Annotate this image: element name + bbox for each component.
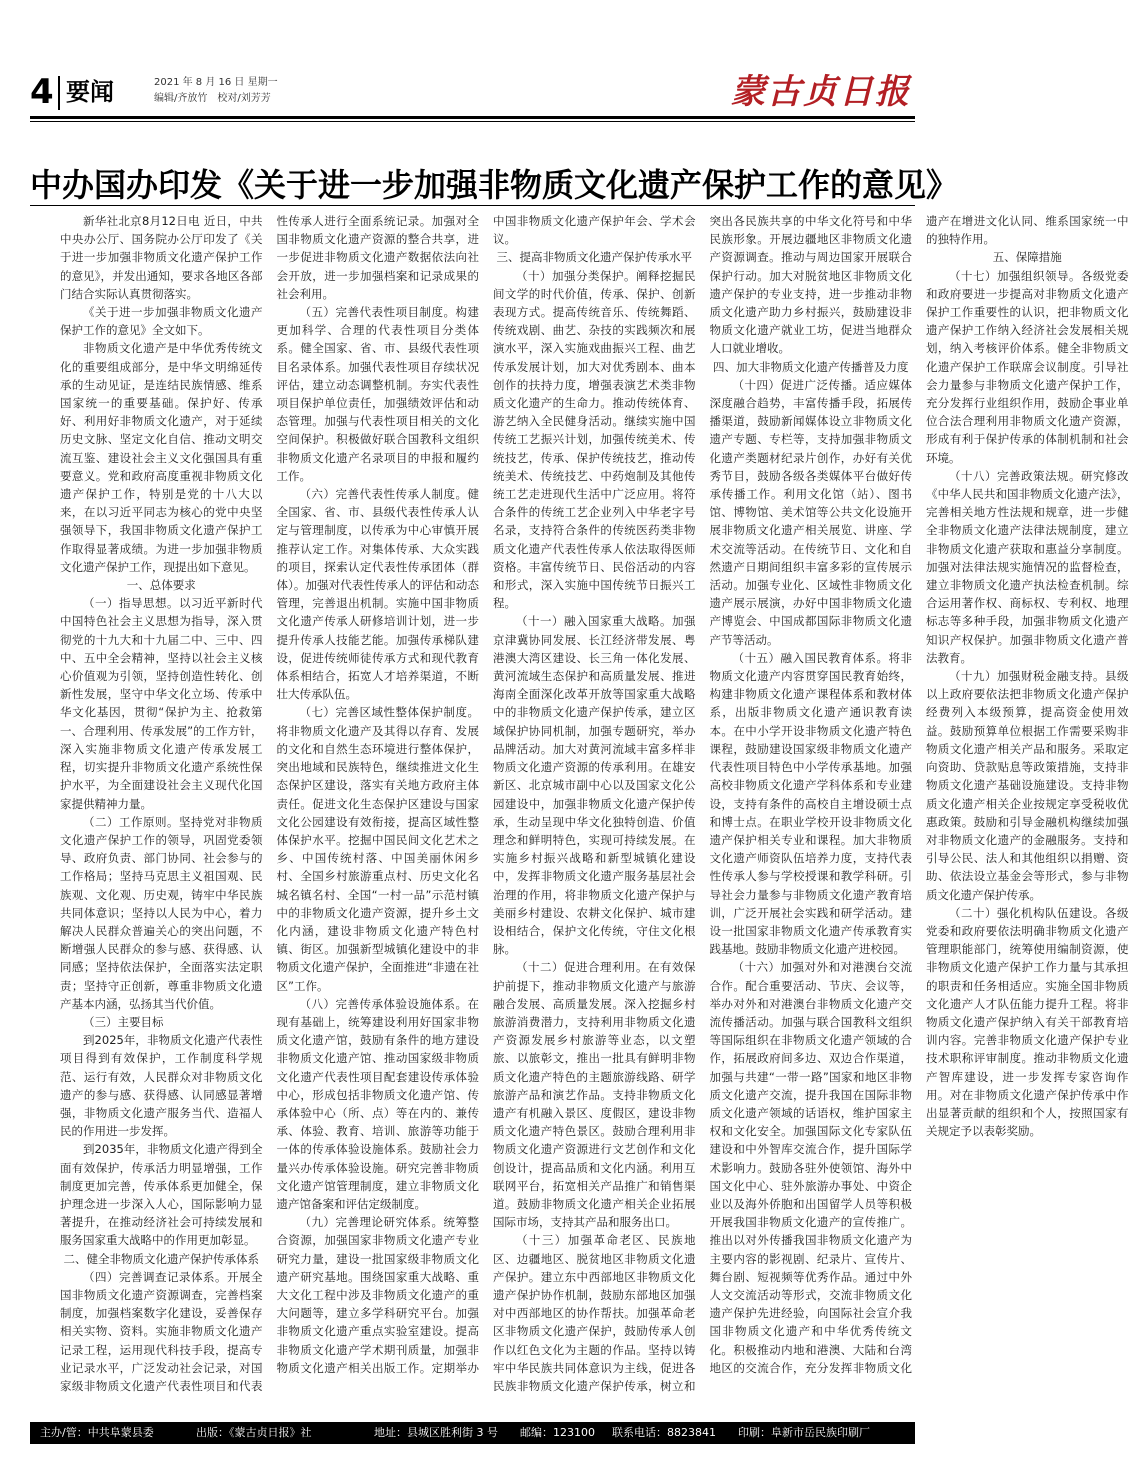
article-paragraph: （十四）促进广泛传播。适应媒体深度融合趋势，丰富传播手段，拓展传播渠道，鼓励新闻媒体设立非物质文化遗产专题、专栏等，支持加强非物质文化遗产类题材纪录片创作，办好有关优秀节目，鼓励各级各类媒体平台做好传承传播工作。利用文化馆（站）、图书馆、博物馆、美术馆等公共文化设施开展非物质文化遗产相关展览、讲座、学术交流等活动。在传统节日、文化和自然遗产日期间组织丰富多彩的宣传展示活动。加强专业化、区域性非物质文化遗产展示展演，办好中国非物质文化遗产博览会、中国成都国际非物质文化遗产节等活动。 <box>709 377 912 647</box>
article-paragraph: （十二）促进合理利用。在有效保护前提下，推动非物质文化遗产与旅游融合发展、高质量发展。深入挖掘乡村旅游消费潜力，支持利用非物质文化遗产资源发展乡村旅游等业态，以文塑旅、以旅彰文，推出一批具有鲜明非物质文化遗产特色的主题旅游线路、研学旅游产品和演艺作品。支持非物质文化遗产有机融入景区、度假区，建设非物质文化遗产特色景区。鼓励合理利用非物质文化遗产资源进行文艺创作和文化创设计，提高品质和文化内涵。利用互联网平台，拓宽相关产品推广和销售渠道。鼓励非物质文化遗产相关企业拓展国际市场，支持其产品和服务出口。 <box>493 960 696 1230</box>
article-paragraph: （二）工作原则。坚持党对非物质文化遗产保护工作的领导，巩固党委领导、政府负责、部门协同、社会参与的工作格局；坚持马克思主义祖国观、民族观、文化观、历史观，铸牢中华民族共同体意识；坚持以人民为中心，着力解决人民群众普遍关心的突出问题，不断增强人民群众的参与感、获得感、认同感；坚持依法保护，全面落实法定职责；坚持守正创新，尊重非物质文化遗产基本内涵，弘扬其当代价值。 <box>60 814 263 1011</box>
newspaper-logo: 蒙古贞日报 <box>731 72 911 112</box>
article-paragraph: 《关于进一步加强非物质文化遗产保护工作的意见》全文如下。 <box>60 305 263 338</box>
article-paragraph: （九）完善理论研究体系。统筹整合资源，加强国家非物质文化遗产专业研究力量，建设一批国家级非物质文化遗产研究基地。围绕国家重大战略、重大文化工程中涉及非物质文化遗产的重大问题等，建立多学科研究平台。加强非物质文化遗产重点实验室建设。提高非物质文化遗产学术期刊质量，加强非物质文化遗产相关出版工作。定期举办中国非物质文化遗产保护年会、学术会议。 <box>276 214 696 1375</box>
article-paragraph: 非物质文化遗产是中华优秀传统文化的重要组成部分，是中华文明绵延传承的生动见证，是连结民族情感、维系国家统一的重要基础。保护好、传承好、利用好非物质文化遗产，对于延续历史文脉、坚定文化自信、推动文明交流互鉴、建设社会主义文化强国具有重要意义。党和政府高度重视非物质文化遗产保护工作，特别是党的十八大以来，在以习近平同志为核心的党中央坚强领导下，我国非物质文化遗产保护工作取得显著成绩。为进一步加强非物质文化遗产保护工作，现提出如下意见。 <box>60 341 263 574</box>
article-paragraph: （八）完善传承体验设施体系。在现有基础上，统筹建设利用好国家非物质文化遗产馆，鼓励有条件的地方建设非物质文化遗产馆、推动国家级非物质文化遗产代表性项目配套建设传承体验中心，形成包括非物质文化遗产馆、传承体验中心（所、点）等在内的、兼传承、体验、教育、培训、旅游等功能于一体的传承体验设施体系。鼓励社会力量兴办传承体验设施。研究完善非物质文化遗产馆管理制度，建立非物质文化遗产馆备案和评估定级制度。 <box>276 996 479 1211</box>
masthead-divider <box>58 76 60 110</box>
section-heading: 一、总体要求 <box>126 578 196 593</box>
article-paragraph: （十）加强分类保护。阐释挖掘民间文学的时代价值，传承、保护、创新表现方式。提高传统音乐、传统舞蹈、传统戏剧、曲艺、杂技的实践频次和展演水平，深入实施戏曲振兴工程、曲艺传承发展计划，加大对优秀剧本、曲本创作的扶持力度，增强表演艺术类非物质文化遗产的生命力。推动传统体育、游艺纳入全民健身活动。继续实施中国传统工艺振兴计划，加强传统美术、传统技艺，传承、保护传统技艺，推动传统美术、传统技艺、中药炮制及其他传统工艺走进现代生活中广泛应用。将符合条件的传统工艺企业列入中华老字号名录，支持符合条件的传统医药类非物质文化遗产代表性传承人依法取得医师资格。丰富传统节日、民俗活动的内容和形式，深入实施中国传统节日振兴工程。 <box>493 268 696 611</box>
article-paragraph: （五）完善代表性项目制度。构建更加科学、合理的代表性项目分类体系。健全国家、省、市、县级代表性项目名录体系。加强代表性项目存续状况评估，建立动态调整机制。夯实代表性项目保护单位责任，加强绩效评估和动态管理。加强与代表性项目相关的文化空间保护。积极做好联合国教科文组织非物质文化遗产名录项目的申报和履约工作。 <box>276 305 479 483</box>
article-paragraph: （二十）强化机构队伍建设。各级党委和政府要依法明确非物质文化遗产管理职能部门，统筹使用编制资源，使非物质文化遗产保护工作力量与其承担的职责和任务相适应。实施全国非物质文化遗产人才队伍能力提升工程。将非物质文化遗产保护纳入有关干部教育培训内容。完善非物质文化遗产保护专业技术职称评审制度。推动非物质文化遗产智库建设，进一步发挥专家咨询作用。对在非物质文化遗产保护传承中作出显著贡献的组织和个人，按照国家有关规定予以表彰奖励。 <box>926 905 1129 1139</box>
article-paragraph: （十五）融入国民教育体系。将非物质文化遗产内容贯穿国民教育始终，构建非物质文化遗产课程体系和教材体系，出版非物质文化遗产通识教育读本。在中小学开设非物质文化遗产特色课程，鼓励建设国家级非物质文化遗产代表性项目特色中小学传承基地。加强高校非物质文化遗产学科体系和专业建设，支持有条件的高校自主增设硕士点和博士点。在职业学校开设非物质文化遗产保护相关专业和课程。加大非物质文化遗产师资队伍培养力度，支持代表性传承人参与学校授课和教学科研。引导社会力量参与非物质文化遗产教育培训，广泛开展社会实践和研学活动。建设一批国家非物质文化遗产传承教育实践基地。鼓励非物质文化遗产进校园。 <box>709 650 912 957</box>
article-paragraph: （六）完善代表性传承人制度。健全国家、省、市、县级代表性传承人认定与管理制度，以传承为中心审慎开展推荐认定工作。对集体传承、大众实践的项目，探索认定代表性传承团体（群体）。加强对代表性传承人的评估和动态管理，完善退出机制。实施中国非物质文化遗产传承人研修培训计划，进一步提升传承人技能艺能。加强传承梯队建设，促进传统师徒传承方式和现代教育体系相结合，拓宽人才培养渠道，不断壮大传承队伍。 <box>276 487 479 702</box>
footer-postcode: 邮编：123100 <box>520 1426 595 1439</box>
article-body <box>60 212 1129 1410</box>
article-paragraph: 到2035年，非物质文化遗产得到全面有效保护，传承活力明显增强，工作制度更加完善，传承体系更加健全，保护理念进一步深入人心，国际影响力显著提升，在推动经济社会可持续发展和服务国家重大战略中的作用更加彰显。 <box>60 1142 263 1248</box>
section-heading: 四、加大非物质文化遗产传播普及力度 <box>713 359 909 374</box>
footer-phone: 联系电话：8823841 <box>612 1426 716 1439</box>
article-paragraph: （三）主要目标 <box>83 1014 164 1029</box>
headline-rule <box>30 205 915 206</box>
article-paragraph: （十七）加强组织领导。各级党委和政府要进一步提高对非物质文化遗产保护工作重要性的认识，把非物质文化遗产保护工作纳入经济社会发展相关规划，纳入考核评价体系。健全非物质文化遗产保护工作联席会议制度。引导社会力量参与非物质文化遗产保护工作，充分发挥行业组织作用，鼓励企事业单位合法合理利用非物质文化遗产资源，形成有利于保护传承的体制机制和社会环境。 <box>926 268 1129 465</box>
article-paragraph: 到2025年，非物质文化遗产代表性项目得到有效保护，工作制度科学规范、运行有效，人民群众对非物质文化遗产的参与感、获得感、认同感显著增强，非物质文化遗产服务当代、造福人民的作用进一步发挥。 <box>60 1033 263 1139</box>
header-rule-thin <box>30 121 915 122</box>
article-paragraph: （七）完善区域性整体保护制度。将非物质文化遗产及其得以存育、发展的文化和自然生态环境进行整体保护，突出地域和民族特色，继续推进文化生态保护区建设，落实有关地方政府主体责任。促进文化生态保护区建设与国家文化公园建设有效衔接，提高区域性整体保护水平。挖掘中国民间文化艺术之乡、中国传统村落、中国美丽休闲乡村、全国乡村旅游重点村、历史文化名城名镇名村、全国“一村一品”示范村镇中的非物质文化遗产资源，提升乡土文化内涵，建设非物质文化遗产特色村镇、街区。加强新型城镇化建设中的非物质文化遗产保护，全面推进“非遗在社区”工作。 <box>276 705 479 993</box>
article-paragraph: （十八）完善政策法规。研究修改《中华人民共和国非物质文化遗产法》，完善相关地方性法规和规章，进一步健全非物质文化遗产法律法规制度，建立非物质文化遗产获取和惠益分享制度。加强对法律法规实施情况的监督检查，建立非物质文化遗产执法检查机制。综合运用著作权、商标权、专利权、地理标志等多种手段，加强非物质文化遗产知识产权保护。加强非物质文化遗产普法教育。 <box>926 468 1129 665</box>
footer-printer: 印刷：阜新市岳民族印刷厂 <box>738 1426 870 1439</box>
article-paragraph: （十六）加强对外和对港澳台交流合作。配合重要活动、节庆、会议等，举办对外和对港澳台非物质文化遗产交流传播活动。加强与联合国教科文组织等国际组织在非物质文化遗产领域的合作，拓展政府间多边、双边合作渠道，加强与共建“一带一路”国家和地区非物质文化遗产交流，提升我国在国际非物质文化遗产领域的话语权，维护国家主权和文化安全。加强国际文化专家队伍建设和中外智库交流合作，提升国际学术影响力。鼓励各驻外使领馆、海外中国文化中心、驻外旅游办事处、中资企业以及海外侨胞和出国留学人员等积极开展我国非物质文化遗产的宣传推广。推出以对外传播我国非物质文化遗产为主要内容的影视剧、纪录片、宣传片、舞台剧、短视频等优秀作品。通过中外人文交流活动等形式，交流非物质文化遗产保护先进经验，向国际社会宣介我国非物质文化遗产和中华优秀传统文化。积极推动内地和港澳、大陆和台湾地区的交流合作，充分发挥非物质文化遗产在增进文化认同、维系国家统一中的独特作用。 <box>709 214 1129 1375</box>
footer-sponsor: 主办/管：中共阜蒙县委 <box>40 1426 154 1439</box>
editor-credits: 编辑/齐放竹 校对/刘芳芳 <box>154 93 271 104</box>
article-paragraph: （四）完善调查记录体系。开展全国非物质文化遗产资源调查，完善档案制度，加强档案数字化建设，妥善保存相关实物、资料。实施非物质文化遗产记录工程，运用现代科技手段，提高专业记录水平，广泛发动社会记录，对国家级非物质文化遗产代表性项目和代表性传承人进行全面系统记录。加强对全国非物质文化遗产资源的整合共享，进一步促进非物质文化遗产数据依法向社会开放，进一步加强档案和记录成果的社会利用。 <box>60 214 479 1393</box>
section-heading: 五、保障措施 <box>992 250 1062 265</box>
issue-date: 2021 年 8 月 16 日 星期一 <box>154 77 278 88</box>
section-heading: 三、提高非物质文化遗产保护传承水平 <box>496 250 692 265</box>
header-rule <box>30 116 915 119</box>
page-number: 4 <box>30 72 54 112</box>
masthead <box>30 72 915 116</box>
article-paragraph: （一）指导思想。以习近平新时代中国特色社会主义思想为指导，深入贯彻党的十九大和十九届二中、三中、四中、五中全会精神，坚持以社会主义核心价值观为引领，坚持创造性转化、创新性发展，坚守中华文化立场、传承中华文化基因，贯彻“保护为主、抢救第一、合理利用、传承发展”的工作方针，深入实施非物质文化遗产传承发展工程，切实提升非物质文化遗产系统性保护水平，为全面建设社会主义现代化国家提供精神力量。 <box>60 596 263 811</box>
article-paragraph: （十三）加强革命老区、民族地区、边疆地区、脱贫地区非物质文化遗产保护。建立东中西部地区非物质文化遗产保护协作机制，鼓励东部地区加强对中西部地区的协作帮扶。加强革命老区非物质文化遗产保护，鼓励传承人创作以红色文化为主题的作品。坚持以铸牢中华民族共同体意识为主线，促进各民族非物质文化遗产保护传承，树立和突出各民族共享的中华文化符号和中华民族形象。开展边疆地区非物质文化遗产资源调查。推动与周边国家开展联合保护行动。加大对脱贫地区非物质文化遗产保护的专业支持，进一步推动非物质文化遗产助力乡村振兴，鼓励建设非物质文化遗产就业工坊，促进当地群众人口就业增收。 <box>493 214 912 1393</box>
section-name: 要闻 <box>66 77 114 106</box>
section-heading: 二、健全非物质文化遗产保护传承体系 <box>63 1251 259 1266</box>
footer-address: 地址：县城区胜利街 3 号 <box>374 1426 498 1439</box>
article-paragraph: （十一）融入国家重大战略。加强京津冀协同发展、长江经济带发展、粤港澳大湾区建设、长三角一体化发展、黄河流域生态保护和高质量发展、推进海南全面深化改革开放等国家重大战略中的非物质文化遗产保护传承，建立区域保护协同机制，加强专题研究，举办品牌活动。加大对黄河流域丰富多样非物质文化遗产资源的传承利用。在雄安新区、北京城市副中心以及国家文化公园建设中，加强非物质文化遗产保护传承，生动呈现中华文化独特创造、价值理念和鲜明特色，实现可持续发展。在实施乡村振兴战略和新型城镇化建设中，发挥非物质文化遗产服务基层社会治理的作用，将非物质文化遗产保护与美丽乡村建设、农耕文化保护、城市建设相结合，保护文化传统，守住文化根脉。 <box>493 614 696 957</box>
article-headline: 中办国办印发《关于进一步加强非物质文化遗产保护工作的意见》 <box>30 166 959 205</box>
article-paragraph: 新华社北京8月12日电 近日，中共中央办公厅、国务院办公厅印发了《关于进一步加强非物质文化遗产保护工作的意见》，并发出通知，要求各地区各部门结合实际认真贯彻落实。 <box>60 214 263 301</box>
footer-publisher: 出版：《蒙古贞日报》社 <box>196 1426 312 1439</box>
article-paragraph: （十九）加强财税金融支持。县级以上政府要依法把非物质文化遗产保护经费列入本级预算，提高资金使用效益。鼓励预算单位根据工作需要采购非物质文化遗产相关产品和服务。采取定向资助、贷款贴息等政策措施，支持非物质文化遗产基础设施建设。支持非物质文化遗产相关企业按规定享受税收优惠政策。鼓励和引导金融机构继续加强对非物质文化遗产的金融服务。支持和引导公民、法人和其他组织以捐赠、资助、依法设立基金会等形式，参与非物质文化遗产保护传承。 <box>926 669 1129 902</box>
